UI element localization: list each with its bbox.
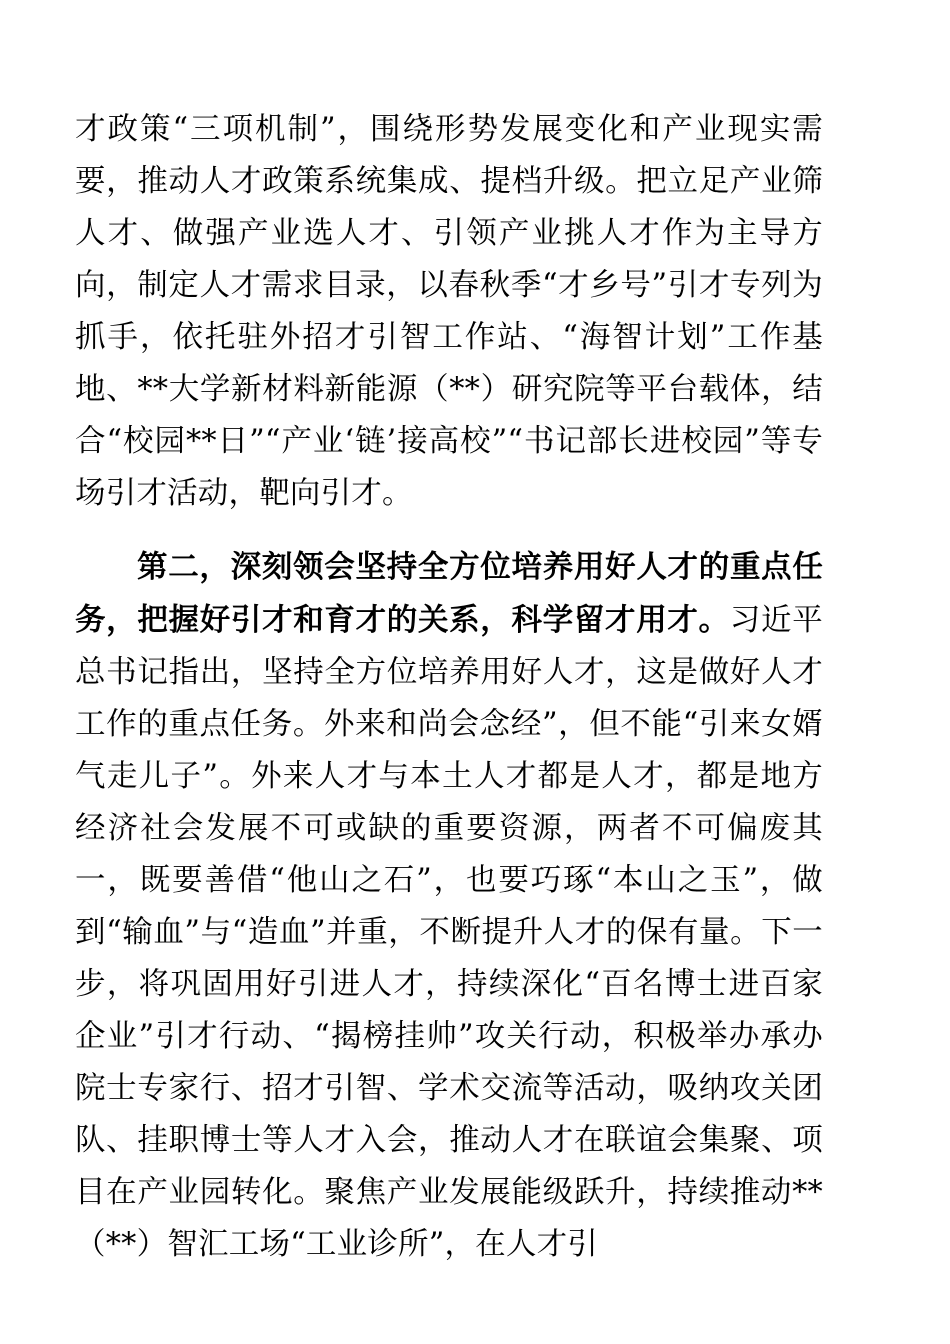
paragraph-section-two	[75, 541, 823, 1271]
document-body	[75, 104, 823, 1271]
paragraph-text: 才政策“三项机制”，围绕形势发展变化和产业现实需要，推动人才政策系统集成、提档升级。把立足产业筛人才、做强产业选人才、引领产业挑人才作为主导方向，制定人才需求目录，以春秋季“才乡号”引才专列为抓手，依托驻外招才引智工作站、“海智计划”工作基地、**大学新材料新能源（**）研究院等平台载体，结合“校园**日”“产业‘链’接高校”“书记部长进校园”等专场引才活动，靶向引才。	[75, 112, 823, 511]
section-body-run: 习近平总书记指出，坚持全方位培养用好人才，这是做好人才工作的重点任务。外来和尚会念经”，但不能“引来女婿气走儿子”。外来人才与本土人才都是人才，都是地方经济社会发展不可或缺的重要资源，两者不可偏废其一，既要善借“他山之石”，也要巧琢“本山之玉”，做到“输血”与“造血”并重，不断提升人才的保有量。下一步，将巩固用好引进人才，持续深化“百名博士进百家企业”引才行动、“揭榜挂帅”攻关行动，积极举办承办院士专家行、招才引智、学术交流等活动，吸纳攻关团队、挂职博士等人才入会，推动人才在联谊会集聚、项目在产业园转化。聚焦产业发展能级跃升，持续推动**（**）智汇工场“工业诊所”，在人才引	[75, 603, 823, 1262]
paragraph-continuation	[75, 104, 823, 520]
section-heading-run: 第二，深刻领会坚持全方位培养用好人才的重点任务，把握好引才和育才的关系，科学留才用才。	[75, 549, 823, 638]
